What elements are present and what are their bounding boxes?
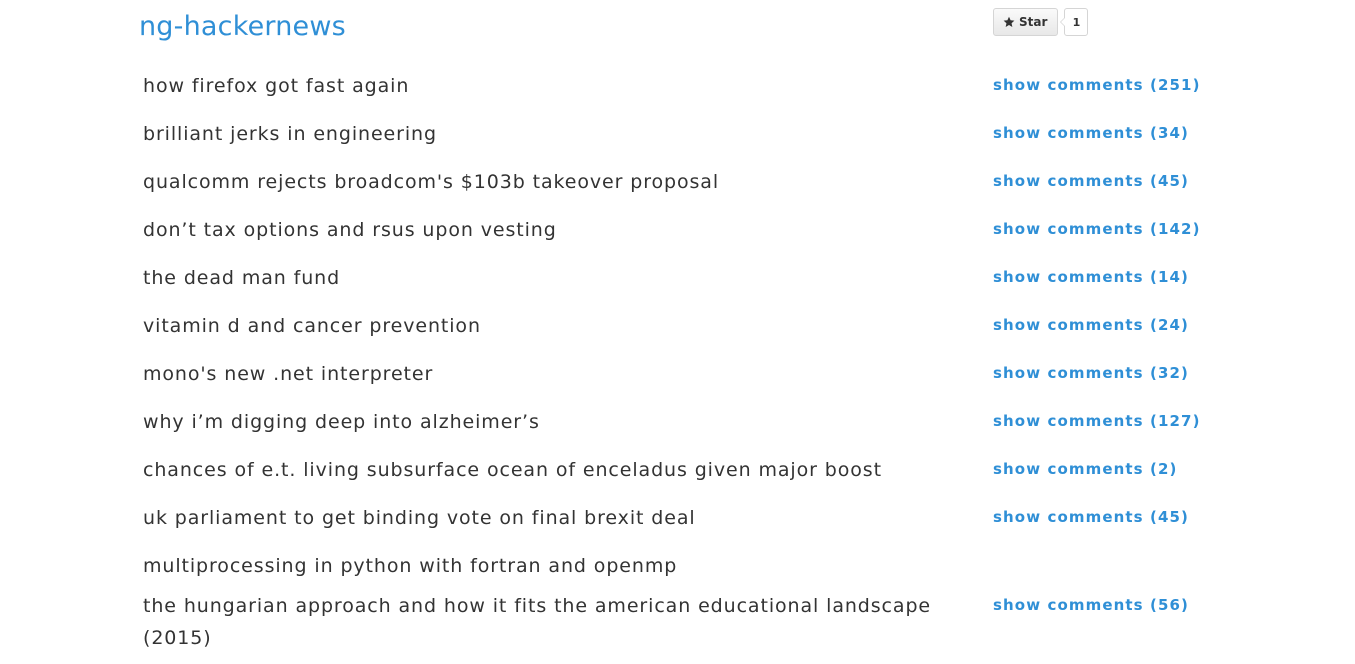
github-star-widget (993, 8, 1088, 36)
show-comments-link[interactable]: show comments (45) (993, 508, 1190, 526)
star-button[interactable] (993, 8, 1058, 36)
story-title-link[interactable]: brilliant jerks in engineering (143, 123, 437, 145)
show-comments-link[interactable]: show comments (56) (993, 596, 1190, 614)
list-item (143, 110, 1223, 158)
list-item (143, 302, 1223, 350)
show-comments-link[interactable]: show comments (251) (993, 76, 1201, 94)
story-title-link[interactable]: multiprocessing in python with fortran and openmp (143, 555, 678, 577)
list-item (143, 158, 1223, 206)
story-title-link[interactable]: why i’m digging deep into alzheimer’s (143, 411, 540, 433)
list-item (143, 350, 1223, 398)
list-item (143, 398, 1223, 446)
show-comments-link[interactable]: show comments (142) (993, 220, 1201, 238)
story-list (143, 62, 1223, 654)
show-comments-link[interactable]: show comments (45) (993, 172, 1190, 190)
story-title-link[interactable]: don’t tax options and rsus upon vesting (143, 219, 557, 241)
show-comments-link[interactable]: show comments (32) (993, 364, 1190, 382)
list-item (143, 446, 1223, 494)
story-title-link[interactable]: chances of e.t. living subsurface ocean of enceladus given major boost (143, 459, 882, 481)
show-comments-link[interactable]: show comments (34) (993, 124, 1190, 142)
show-comments-link[interactable]: show comments (127) (993, 412, 1201, 430)
show-comments-link[interactable]: show comments (14) (993, 268, 1190, 286)
list-item (143, 542, 1223, 590)
story-title-link[interactable]: mono's new .net interpreter (143, 363, 434, 385)
story-title-link[interactable]: uk parliament to get binding vote on final brexit deal (143, 507, 696, 529)
star-button-label: Star (1019, 15, 1048, 29)
header (139, 10, 1199, 50)
star-icon (1003, 16, 1015, 28)
list-item (143, 254, 1223, 302)
story-title-link[interactable]: the hungarian approach and how it fits the american educational landscape (2015) (143, 595, 931, 649)
story-title-link[interactable]: vitamin d and cancer prevention (143, 315, 481, 337)
story-title-link[interactable]: how firefox got fast again (143, 75, 410, 97)
star-count[interactable]: 1 (1064, 8, 1088, 36)
list-item (143, 206, 1223, 254)
show-comments-link[interactable]: show comments (2) (993, 460, 1178, 478)
story-title-link[interactable]: the dead man fund (143, 267, 341, 289)
site-title-link[interactable]: ng-hackernews (139, 11, 346, 42)
show-comments-link[interactable]: show comments (24) (993, 316, 1190, 334)
list-item (143, 494, 1223, 542)
list-item (143, 590, 1223, 654)
story-title-link[interactable]: qualcomm rejects broadcom's $103b takeover proposal (143, 171, 720, 193)
list-item (143, 62, 1223, 110)
